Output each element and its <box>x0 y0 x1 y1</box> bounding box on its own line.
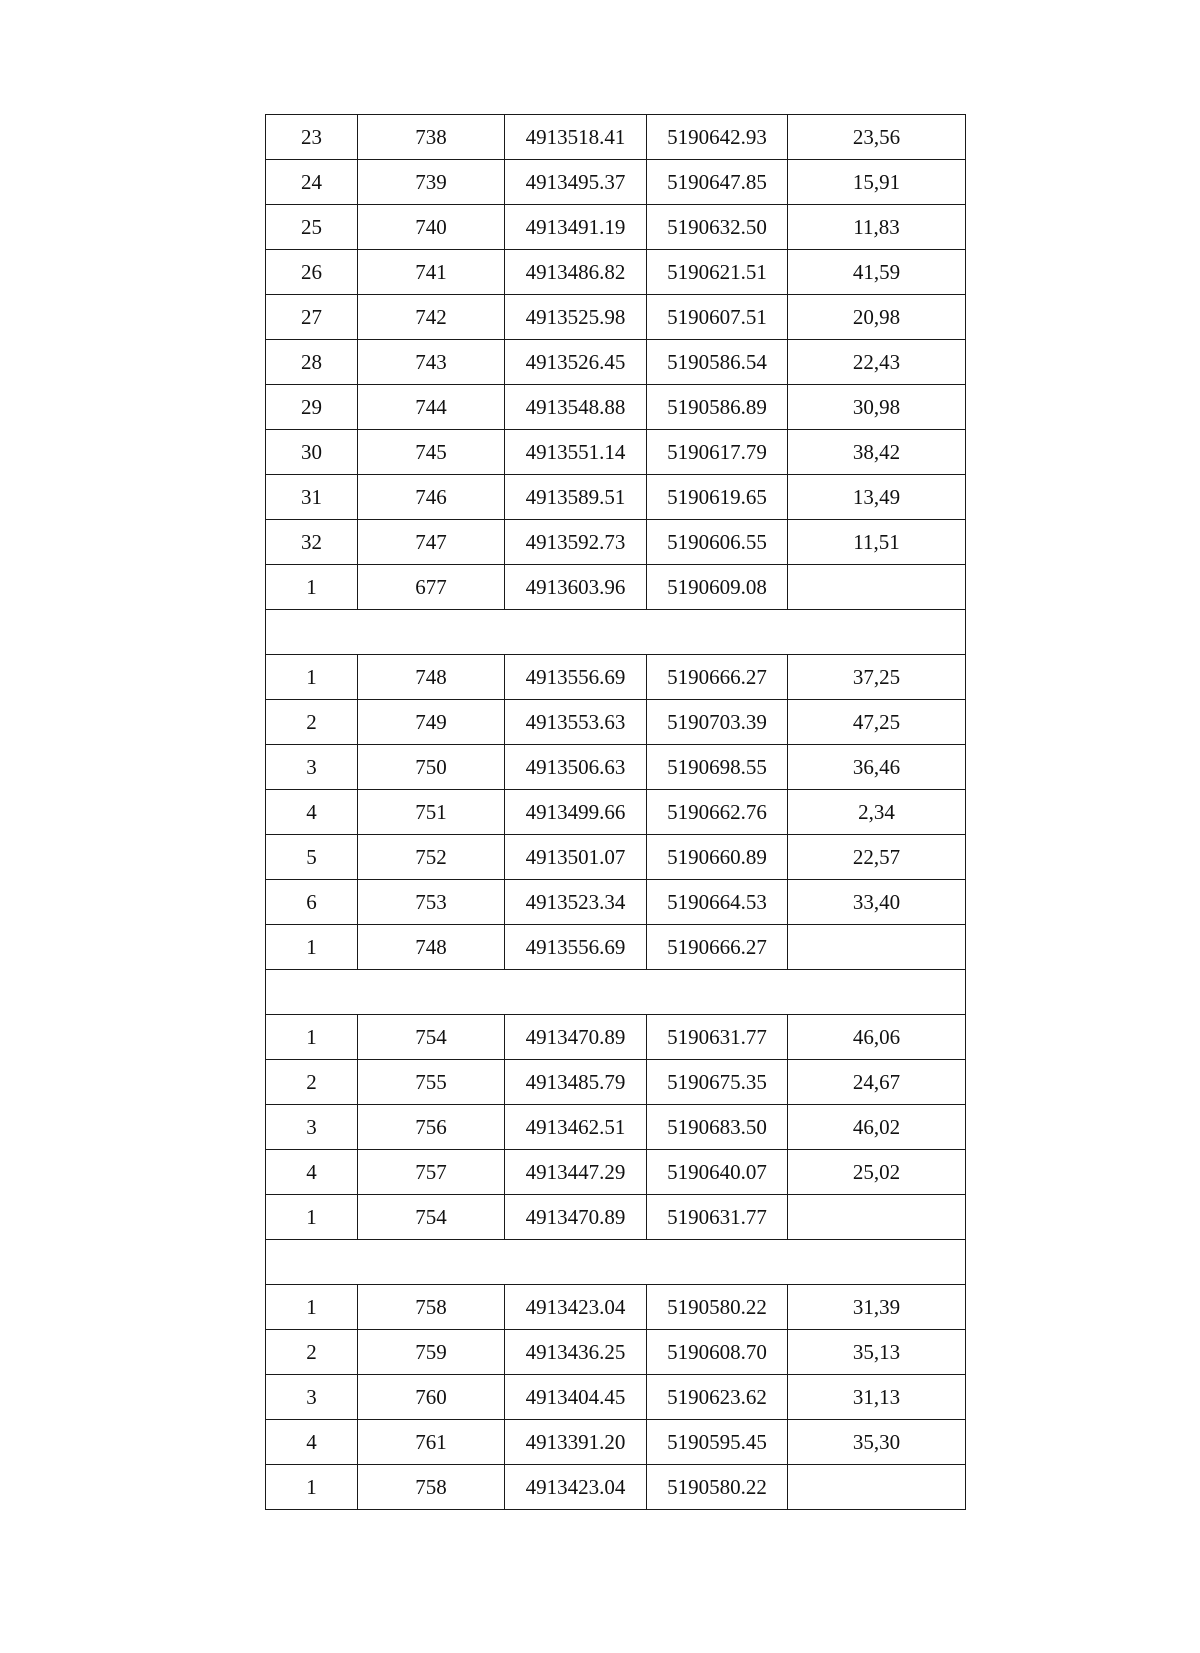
y-coordinate-cell: 5190580.22 <box>647 1465 788 1510</box>
coordinates-table <box>265 114 966 1510</box>
distance-cell: 15,91 <box>788 160 966 205</box>
x-coordinate-cell: 4913491.19 <box>505 205 647 250</box>
x-coordinate-cell: 4913447.29 <box>505 1150 647 1195</box>
distance-cell: 38,42 <box>788 430 966 475</box>
point-number-cell: 1 <box>266 1195 358 1240</box>
distance-cell: 30,98 <box>788 385 966 430</box>
distance-cell: 13,49 <box>788 475 966 520</box>
section-separator-cell <box>266 610 966 655</box>
x-coordinate-cell: 4913556.69 <box>505 655 647 700</box>
distance-cell: 11,51 <box>788 520 966 565</box>
table-row <box>266 520 966 565</box>
x-coordinate-cell: 4913525.98 <box>505 295 647 340</box>
x-coordinate-cell: 4913495.37 <box>505 160 647 205</box>
distance-cell: 41,59 <box>788 250 966 295</box>
distance-cell: 35,13 <box>788 1330 966 1375</box>
point-id-cell: 748 <box>358 925 505 970</box>
point-id-cell: 756 <box>358 1105 505 1150</box>
point-id-cell: 743 <box>358 340 505 385</box>
point-number-cell: 4 <box>266 1420 358 1465</box>
distance-cell <box>788 1465 966 1510</box>
point-id-cell: 749 <box>358 700 505 745</box>
point-id-cell: 677 <box>358 565 505 610</box>
distance-cell: 22,57 <box>788 835 966 880</box>
point-number-cell: 25 <box>266 205 358 250</box>
x-coordinate-cell: 4913556.69 <box>505 925 647 970</box>
x-coordinate-cell: 4913470.89 <box>505 1015 647 1060</box>
distance-cell: 36,46 <box>788 745 966 790</box>
table-row <box>266 115 966 160</box>
point-number-cell: 1 <box>266 1015 358 1060</box>
table-row <box>266 250 966 295</box>
table-row <box>266 835 966 880</box>
distance-cell: 22,43 <box>788 340 966 385</box>
x-coordinate-cell: 4913589.51 <box>505 475 647 520</box>
section-separator-row <box>266 1240 966 1285</box>
table-row <box>266 385 966 430</box>
table-row <box>266 340 966 385</box>
y-coordinate-cell: 5190631.77 <box>647 1195 788 1240</box>
y-coordinate-cell: 5190586.89 <box>647 385 788 430</box>
distance-cell: 24,67 <box>788 1060 966 1105</box>
x-coordinate-cell: 4913470.89 <box>505 1195 647 1240</box>
point-number-cell: 23 <box>266 115 358 160</box>
point-id-cell: 738 <box>358 115 505 160</box>
point-id-cell: 742 <box>358 295 505 340</box>
y-coordinate-cell: 5190608.70 <box>647 1330 788 1375</box>
point-id-cell: 745 <box>358 430 505 475</box>
x-coordinate-cell: 4913486.82 <box>505 250 647 295</box>
point-number-cell: 5 <box>266 835 358 880</box>
distance-cell: 25,02 <box>788 1150 966 1195</box>
distance-cell: 23,56 <box>788 115 966 160</box>
point-number-cell: 26 <box>266 250 358 295</box>
y-coordinate-cell: 5190619.65 <box>647 475 788 520</box>
x-coordinate-cell: 4913423.04 <box>505 1465 647 1510</box>
y-coordinate-cell: 5190621.51 <box>647 250 788 295</box>
table-row <box>266 205 966 250</box>
x-coordinate-cell: 4913506.63 <box>505 745 647 790</box>
x-coordinate-cell: 4913499.66 <box>505 790 647 835</box>
table-row <box>266 880 966 925</box>
y-coordinate-cell: 5190632.50 <box>647 205 788 250</box>
point-number-cell: 2 <box>266 700 358 745</box>
table-row <box>266 1330 966 1375</box>
point-number-cell: 1 <box>266 655 358 700</box>
point-number-cell: 1 <box>266 1285 358 1330</box>
y-coordinate-cell: 5190666.27 <box>647 655 788 700</box>
x-coordinate-cell: 4913404.45 <box>505 1375 647 1420</box>
point-number-cell: 32 <box>266 520 358 565</box>
y-coordinate-cell: 5190703.39 <box>647 700 788 745</box>
y-coordinate-cell: 5190595.45 <box>647 1420 788 1465</box>
table-row <box>266 790 966 835</box>
point-number-cell: 1 <box>266 925 358 970</box>
section-separator-cell <box>266 1240 966 1285</box>
y-coordinate-cell: 5190662.76 <box>647 790 788 835</box>
point-id-cell: 753 <box>358 880 505 925</box>
x-coordinate-cell: 4913603.96 <box>505 565 647 610</box>
point-number-cell: 1 <box>266 1465 358 1510</box>
point-number-cell: 24 <box>266 160 358 205</box>
distance-cell: 31,39 <box>788 1285 966 1330</box>
point-number-cell: 3 <box>266 1375 358 1420</box>
point-number-cell: 4 <box>266 790 358 835</box>
x-coordinate-cell: 4913391.20 <box>505 1420 647 1465</box>
table-row <box>266 1150 966 1195</box>
table-row <box>266 925 966 970</box>
point-id-cell: 750 <box>358 745 505 790</box>
point-id-cell: 759 <box>358 1330 505 1375</box>
distance-cell <box>788 1195 966 1240</box>
x-coordinate-cell: 4913553.63 <box>505 700 647 745</box>
table-row <box>266 295 966 340</box>
point-id-cell: 739 <box>358 160 505 205</box>
distance-cell: 2,34 <box>788 790 966 835</box>
distance-cell: 35,30 <box>788 1420 966 1465</box>
point-id-cell: 752 <box>358 835 505 880</box>
point-number-cell: 1 <box>266 565 358 610</box>
point-id-cell: 757 <box>358 1150 505 1195</box>
y-coordinate-cell: 5190623.62 <box>647 1375 788 1420</box>
section-separator-cell <box>266 970 966 1015</box>
point-number-cell: 3 <box>266 745 358 790</box>
point-number-cell: 27 <box>266 295 358 340</box>
x-coordinate-cell: 4913523.34 <box>505 880 647 925</box>
x-coordinate-cell: 4913501.07 <box>505 835 647 880</box>
distance-cell: 33,40 <box>788 880 966 925</box>
y-coordinate-cell: 5190666.27 <box>647 925 788 970</box>
table-row <box>266 1195 966 1240</box>
point-id-cell: 760 <box>358 1375 505 1420</box>
table-row <box>266 655 966 700</box>
table-row <box>266 1420 966 1465</box>
point-id-cell: 758 <box>358 1285 505 1330</box>
point-id-cell: 754 <box>358 1195 505 1240</box>
y-coordinate-cell: 5190609.08 <box>647 565 788 610</box>
point-id-cell: 740 <box>358 205 505 250</box>
table-row <box>266 1465 966 1510</box>
table-row <box>266 160 966 205</box>
y-coordinate-cell: 5190607.51 <box>647 295 788 340</box>
table-row <box>266 1060 966 1105</box>
x-coordinate-cell: 4913518.41 <box>505 115 647 160</box>
distance-cell <box>788 565 966 610</box>
y-coordinate-cell: 5190617.79 <box>647 430 788 475</box>
y-coordinate-cell: 5190698.55 <box>647 745 788 790</box>
table-row <box>266 1015 966 1060</box>
y-coordinate-cell: 5190683.50 <box>647 1105 788 1150</box>
y-coordinate-cell: 5190664.53 <box>647 880 788 925</box>
x-coordinate-cell: 4913436.25 <box>505 1330 647 1375</box>
table-row <box>266 1285 966 1330</box>
table-row <box>266 1375 966 1420</box>
x-coordinate-cell: 4913551.14 <box>505 430 647 475</box>
distance-cell: 20,98 <box>788 295 966 340</box>
distance-cell: 46,02 <box>788 1105 966 1150</box>
point-id-cell: 741 <box>358 250 505 295</box>
table-row <box>266 430 966 475</box>
point-id-cell: 746 <box>358 475 505 520</box>
table-row <box>266 1105 966 1150</box>
point-number-cell: 2 <box>266 1060 358 1105</box>
point-number-cell: 30 <box>266 430 358 475</box>
y-coordinate-cell: 5190660.89 <box>647 835 788 880</box>
x-coordinate-cell: 4913548.88 <box>505 385 647 430</box>
x-coordinate-cell: 4913485.79 <box>505 1060 647 1105</box>
x-coordinate-cell: 4913462.51 <box>505 1105 647 1150</box>
table-row <box>266 475 966 520</box>
x-coordinate-cell: 4913526.45 <box>505 340 647 385</box>
point-number-cell: 31 <box>266 475 358 520</box>
point-id-cell: 748 <box>358 655 505 700</box>
point-id-cell: 744 <box>358 385 505 430</box>
point-number-cell: 29 <box>266 385 358 430</box>
x-coordinate-cell: 4913592.73 <box>505 520 647 565</box>
distance-cell: 31,13 <box>788 1375 966 1420</box>
table-row <box>266 745 966 790</box>
point-number-cell: 3 <box>266 1105 358 1150</box>
coordinates-table-body <box>266 115 966 1510</box>
distance-cell: 46,06 <box>788 1015 966 1060</box>
point-number-cell: 2 <box>266 1330 358 1375</box>
point-id-cell: 747 <box>358 520 505 565</box>
point-id-cell: 755 <box>358 1060 505 1105</box>
distance-cell: 11,83 <box>788 205 966 250</box>
distance-cell <box>788 925 966 970</box>
distance-cell: 47,25 <box>788 700 966 745</box>
y-coordinate-cell: 5190586.54 <box>647 340 788 385</box>
point-number-cell: 6 <box>266 880 358 925</box>
point-id-cell: 754 <box>358 1015 505 1060</box>
point-id-cell: 758 <box>358 1465 505 1510</box>
y-coordinate-cell: 5190580.22 <box>647 1285 788 1330</box>
section-separator-row <box>266 970 966 1015</box>
y-coordinate-cell: 5190642.93 <box>647 115 788 160</box>
x-coordinate-cell: 4913423.04 <box>505 1285 647 1330</box>
section-separator-row <box>266 610 966 655</box>
table-row <box>266 700 966 745</box>
y-coordinate-cell: 5190631.77 <box>647 1015 788 1060</box>
y-coordinate-cell: 5190606.55 <box>647 520 788 565</box>
distance-cell: 37,25 <box>788 655 966 700</box>
y-coordinate-cell: 5190640.07 <box>647 1150 788 1195</box>
point-number-cell: 4 <box>266 1150 358 1195</box>
point-id-cell: 751 <box>358 790 505 835</box>
y-coordinate-cell: 5190647.85 <box>647 160 788 205</box>
y-coordinate-cell: 5190675.35 <box>647 1060 788 1105</box>
table-row <box>266 565 966 610</box>
point-id-cell: 761 <box>358 1420 505 1465</box>
point-number-cell: 28 <box>266 340 358 385</box>
